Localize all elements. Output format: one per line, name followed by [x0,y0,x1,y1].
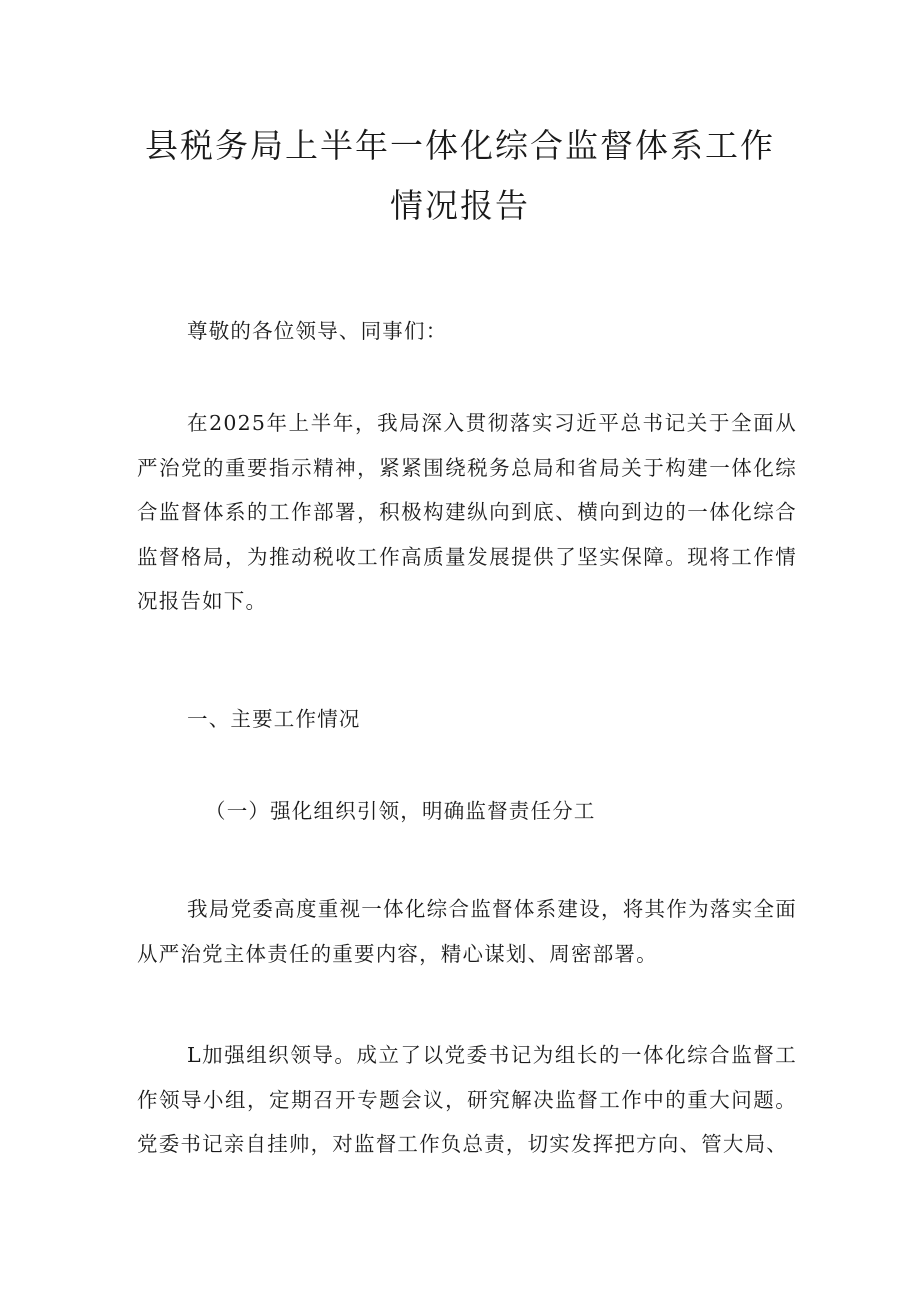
subsection-1-paragraph: 我局党委高度重视一体化综合监督体系建设，将其作为落实全面从严治党主体责任的重要内容，精心谋划、周密部署。 [137,897,797,966]
section-heading-1: 一、主要工作情况 [187,707,361,731]
greeting: 尊敬的各位领导、同事们： [187,319,448,343]
document-title-line-1: 县税务局上半年一体化综合监督体系工作 [145,126,775,165]
document-title-line-2: 情况报告 [390,186,530,225]
subsection-heading-1: （一）强化组织引领，明确监督责任分工 [205,799,596,823]
item-1-paragraph: L加强组织领导。成立了以党委书记为组长的一体化综合监督工作领导小组，定期召开专题会议，研究解决监督工作中的重大问题。党委书记亲自挂帅，对监督工作负总责，切实发挥把方向、管大局、 [137,1043,797,1156]
intro-paragraph: 在2025年上半年，我局深入贯彻落实习近平总书记关于全面从严治党的重要指示精神，紧紧围绕税务总局和省局关于构建一体化综合监督体系的工作部署，积极构建纵向到底、横向到边的一体化综合监督格局，为推动税收工作高质量发展提供了坚实保障。现将工作情况报告如下。 [137,411,797,613]
